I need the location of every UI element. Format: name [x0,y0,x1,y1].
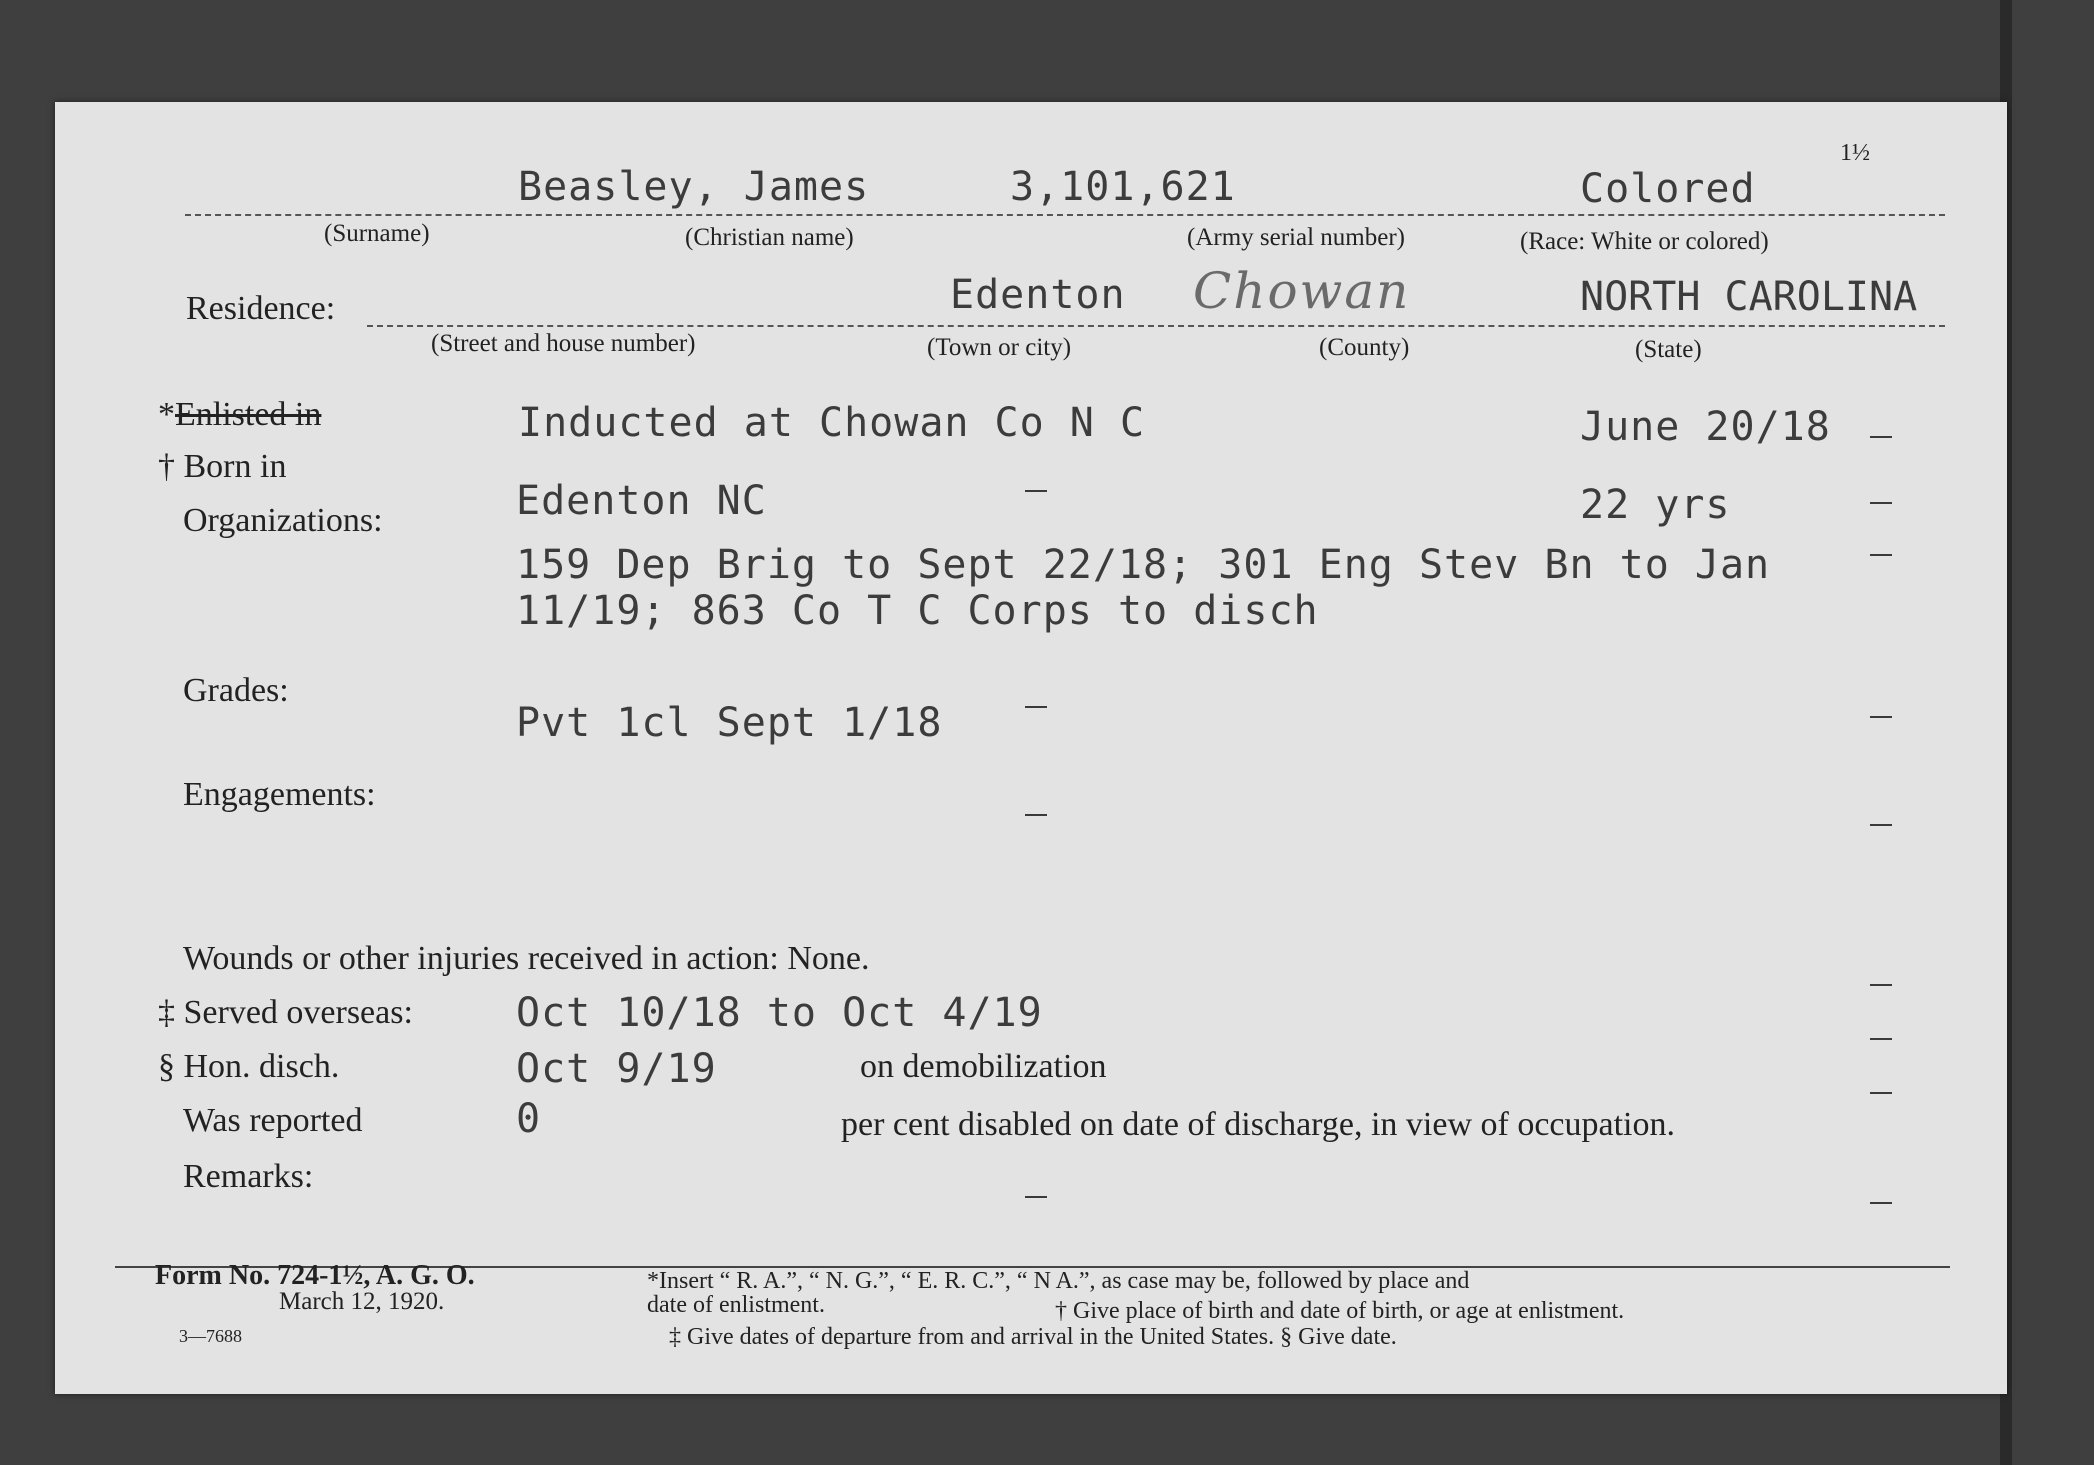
discharge-reason: on demobilization [860,1048,1107,1085]
form-number: Form No. 724-1½, A. G. O. [155,1260,475,1291]
dash [1870,824,1892,826]
born-value: Edenton NC [516,478,767,524]
caption-county: (County) [1319,334,1410,361]
dash [1025,706,1047,708]
dash [1025,1196,1047,1198]
remarks-label: Remarks: [183,1158,314,1195]
footnote-3: ‡ Give dates of departure from and arrival in the United States. § Give date. [669,1324,1397,1350]
race-value: Colored [1580,166,1756,212]
engagements-label: Engagements: [183,776,376,813]
enlisted-label: *Enlisted in [158,396,322,433]
born-label: † Born in [158,448,287,485]
footnote-1: *Insert “ R. A.”, “ N. G.”, “ E. R. C.”, “ N A.”, as case may be, followed by place and [647,1268,1470,1294]
dash [1870,984,1892,986]
discharge-date: Oct 9/19 [516,1046,717,1092]
residence-line [367,325,1945,327]
residence-state: NORTH CAROLINA [1580,274,1918,320]
serial-number: 3,101,621 [1010,164,1236,210]
wounds-value: None. [787,940,870,977]
fraction-mark: 1½ [1840,140,1870,166]
dash [1870,716,1892,718]
dash [1870,554,1892,556]
dash [1870,1038,1892,1040]
organizations-line-2: 11/19; 863 Co T C Corps to disch [516,588,1319,634]
caption-surname: (Surname) [324,220,430,247]
reported-label: Was reported [183,1102,363,1139]
footnote-2a: date of enlistment. [647,1292,825,1318]
dash [1870,1092,1892,1094]
caption-serial: (Army serial number) [1187,224,1405,251]
form-code: 3—7688 [179,1326,242,1346]
dash [1870,502,1892,504]
dash [1870,436,1892,438]
caption-christian-name: (Christian name) [685,224,854,251]
born-age: 22 yrs [1580,482,1731,528]
service-record-card [55,102,2007,1394]
organizations-line-1: 159 Dep Brig to Sept 22/18; 301 Eng Stev Bn to Jan [516,542,1771,588]
grades-value: Pvt 1cl Sept 1/18 [516,700,943,746]
residence-county-handwritten: Chowan [1193,262,1411,320]
enlisted-date: June 20/18 [1580,404,1831,450]
discharge-label: § Hon. disch. [158,1048,340,1085]
form-date: March 12, 1920. [279,1288,445,1315]
caption-race: (Race: White or colored) [1520,228,1769,255]
dash [1870,1202,1892,1204]
reported-value: 0 [516,1096,542,1142]
caption-town: (Town or city) [927,334,1072,361]
residence-town: Edenton [950,272,1126,318]
footnote-2b: † Give place of birth and date of birth, or age at enlistment. [1055,1298,1625,1324]
enlisted-value: Inducted at Chowan Co N C [518,400,1146,446]
overseas-label: ‡ Served overseas: [158,994,413,1031]
wounds-label: Wounds or other injuries received in action: None. [183,940,870,977]
dash [1025,490,1047,492]
residence-label: Residence: [186,290,336,327]
grades-label: Grades: [183,672,289,709]
header-line [185,214,1945,216]
overseas-value: Oct 10/18 to Oct 4/19 [516,990,1043,1036]
reported-text: per cent disabled on date of discharge, in view of occupation. [841,1106,1675,1143]
dash [1025,814,1047,816]
caption-street: (Street and house number) [431,330,696,357]
surname-given-name: Beasley, James [518,164,870,210]
organizations-label: Organizations: [183,502,383,539]
caption-state: (State) [1635,336,1702,363]
